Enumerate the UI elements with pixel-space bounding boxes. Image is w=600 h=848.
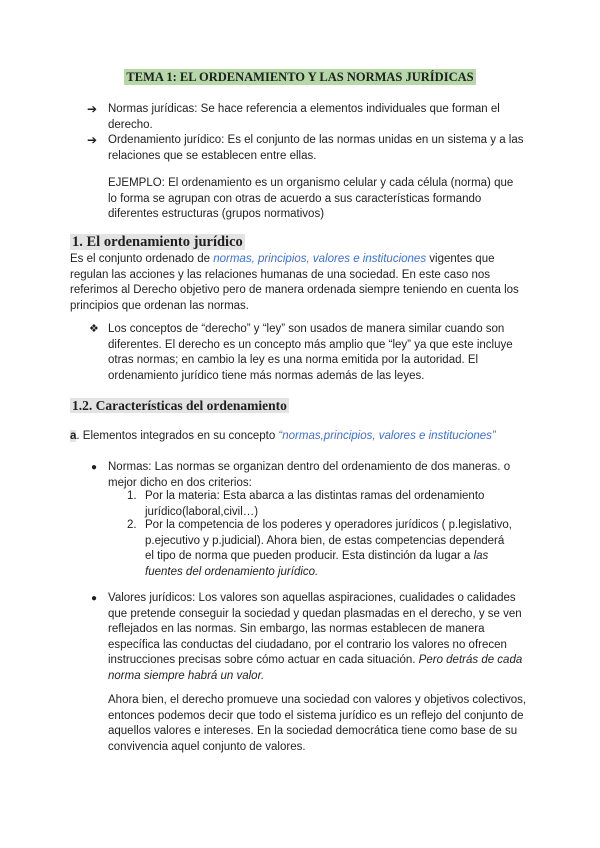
item-a: a. Elementos integrados en su concepto “normas,principios, valores e instituciones” [70,430,496,442]
criterio-1-number: 1. [127,490,137,502]
page-title: TEMA 1: EL ORDENAMIENTO Y LAS NORMAS JURÍDICAS [126,70,474,84]
diamond-bullet-icon: ❖ [89,323,99,335]
section-1-paragraph: Es el conjunto ordenado de normas, principios, valores e instituciones vigentes que regulan las acciones y las relaciones humanas de una sociedad. En este caso nos referimos al Derecho objetivo pero de manera ordenada siempre teniendo en cuenta los principios que ordenan las normas. [70,253,519,312]
bullet-dot-icon: ● [91,593,98,604]
intro-bullet-ordenamiento: Ordenamiento jurídico: Es el conjunto de las normas unidas en un sistema y a las relaciones que se establecen entre ellas. [108,134,524,162]
valores-paragraph-2: Ahora bien, el derecho promueve una sociedad con valores y objetivos colectivos, entonces podemos decir que todo el sistema jurídico es un reflejo del conjunto de aquellos valores e intereses. En la sociedad democrática tiene como base de su convivencia aquel conjunto de valores. [108,694,527,753]
arrow-bullet-icon: ➔ [87,133,98,147]
bullet-dot-icon: ● [91,462,98,473]
section-1-heading: 1. El ordenamiento jurídico [72,234,243,250]
section-1-2-heading: 1.2. Características del ordenamiento [72,398,287,413]
criterio-2-number: 2. [127,519,137,531]
intro-example: EJEMPLO: El ordenamiento es un organismo celular y cada célula (norma) que lo forma se agrupan con otras de acuerdo a sus características formando diferentes estructuras (grupos normativos) [108,177,514,221]
normas-bullet: Normas: Las normas se organizan dentro del ordenamiento de dos maneras. o mejor dicho en dos criterios: [108,461,511,489]
arrow-bullet-icon: ➔ [87,102,98,116]
criterio-2: Por la competencia de los poderes y operadores jurídicos ( p.legislativo, p.ejecutivo y p.judicial). Ahora bien, de estas competencias dependerá el tipo de norma que pueden producir. Esta distinción da lugar a las fuentes del ordenamiento jurídico. [145,519,512,578]
section-1-note: Los conceptos de “derecho” y “ley” son usados de manera similar cuando son diferentes. El derecho es un concepto más amplio que “ley” ya que este incluye otras normas; en cambio la ley es una norma emitida por la autoridad. El ordenamiento jurídico tiene más normas además de las leyes. [108,323,513,382]
valores-bullet: Valores jurídicos: Los valores son aquellas aspiraciones, cualidades o calidades que pretende conseguir la sociedad y quedan plasmadas en el derecho, y se ven reflejados en las normas. Sin embargo, las normas establecen de manera específica las conductas del ciudadano, por el contrario los valores no ofrecen instrucciones precisas sobre cómo actuar en cada situación. Pero detrás de cada norma siempre habrá un valor. [108,592,523,682]
criterio-1: Por la materia: Esta abarca a las distintas ramas del ordenamiento jurídico(laboral,civil…) [145,490,485,518]
intro-bullet-normas: Normas jurídicas: Se hace referencia a elementos individuales que forman el derecho. [108,103,500,131]
